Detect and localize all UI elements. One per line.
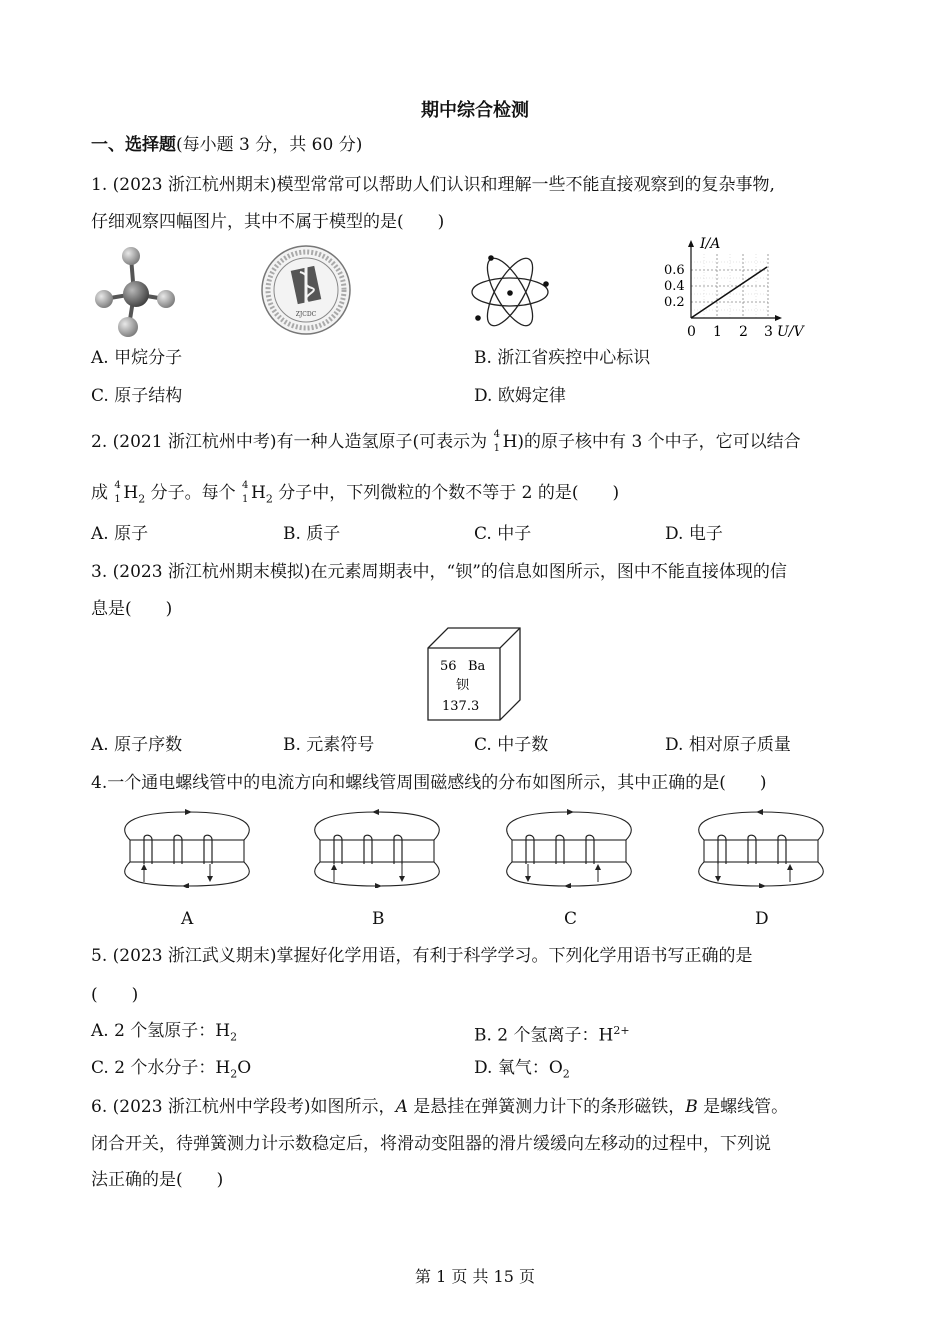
solenoid-figure-c: [494, 806, 644, 888]
q4-label-a[interactable]: A: [181, 909, 194, 929]
atom-model-figure: [470, 246, 550, 338]
graph-xlabel: U/V: [777, 324, 804, 340]
q5-option-d[interactable]: [474, 1056, 570, 1086]
solenoid-figure-b: [302, 806, 452, 888]
isotope-notation: [493, 429, 503, 454]
q6-text-b: 是悬挂在弹簧测力计下的条形磁铁，: [407, 1097, 686, 1117]
isotope-mass-2: 4: [114, 480, 121, 491]
q2-text-c: 成: [91, 483, 114, 503]
q2-stem-line1: [91, 429, 801, 454]
q5-option-b-text: B. 2 个氢离子：H: [474, 1025, 614, 1046]
ohms-law-graph: [660, 234, 810, 344]
q5-option-a-text: A. 2 个氢原子：H: [91, 1021, 231, 1041]
q5-option-a[interactable]: [91, 1019, 237, 1049]
q2-option-c[interactable]: C. 中子: [474, 524, 532, 544]
q5-stem-line2: ( ): [91, 985, 139, 1005]
q2-stem-line2: [91, 480, 619, 511]
q5-option-c-tail: O: [237, 1058, 252, 1078]
q1-stem-line2: 仔细观察四幅图片，其中不属于模型的是( ): [91, 212, 445, 232]
q4-label-b[interactable]: B: [372, 909, 385, 929]
q6-var-b: B: [685, 1097, 698, 1117]
barium-element-cell: [426, 626, 522, 722]
graph-ytick-0.6: 0.6: [664, 263, 685, 278]
section-heading: [91, 133, 362, 157]
q3-option-b[interactable]: B. 元素符号: [283, 735, 375, 755]
q2-option-d[interactable]: D. 电子: [665, 524, 723, 544]
q5-option-c-sub: 2: [230, 1067, 238, 1081]
q2-option-b[interactable]: B. 质子: [283, 524, 341, 544]
zjcdc-logo-figure: [260, 244, 352, 336]
isotope-number: 1: [493, 443, 500, 454]
q5-option-b-sup: 2+: [613, 1024, 630, 1037]
q5-option-b[interactable]: [474, 1019, 630, 1048]
q6-stem-line3: 法正确的是( ): [91, 1170, 224, 1190]
element-symbol: Ba: [468, 659, 486, 674]
methane-model-figure: [92, 244, 182, 338]
q1-option-b[interactable]: B. 浙江省疾控中心标识: [474, 348, 651, 368]
q5-option-d-text: D. 氧气：O: [474, 1058, 563, 1078]
q2-text-a: 2. (2021 浙江杭州中考)有一种人造氢原子(可表示为: [91, 432, 493, 452]
solenoid-figure-a: [112, 806, 262, 888]
graph-xtick-0: 0: [687, 324, 696, 340]
q3-option-c[interactable]: C. 中子数: [474, 735, 549, 755]
molecule-subscript: 2: [138, 492, 146, 506]
isotope-mass-3: 4: [242, 480, 249, 491]
q6-stem-line2: 闭合开关，待弹簧测力计示数稳定后，将滑动变阻器的滑片缓缓向左移动的过程中，下列说: [91, 1134, 771, 1154]
isotope-notation-2: [113, 480, 123, 505]
q2-text-e: 分子中，下列微粒的个数不等于 2 的是( ): [272, 483, 620, 503]
q5-stem-line1: 5. (2023 浙江武义期末)掌握好化学用语，有利于科学学习。下列化学用语书写正确的是: [91, 946, 753, 966]
molecule-subscript-2: 2: [265, 492, 273, 506]
q4-stem-line1: 4.一个通电螺线管中的电流方向和螺线管周围磁感线的分布如图所示，其中正确的是( ): [91, 773, 767, 793]
q6-var-a: A: [395, 1097, 408, 1117]
q3-stem-line2: 息是( ): [91, 599, 173, 619]
q1-stem-line1: 1. (2023 浙江杭州期末)模型常常可以帮助人们认识和理解一些不能直接观察到的复杂事物,: [91, 175, 775, 195]
element-name: 钡: [456, 678, 470, 693]
q5-option-c-text: C. 2 个水分子：H: [91, 1058, 231, 1078]
element-mass: 137.3: [442, 699, 480, 714]
graph-ytick-0.4: 0.4: [664, 279, 685, 294]
isotope-notation-3: [241, 480, 251, 505]
molecule-symbol-2: H: [251, 483, 266, 503]
page-footer: 第 1 页 共 15 页: [415, 1267, 535, 1286]
q5-option-c[interactable]: [91, 1056, 251, 1086]
q3-option-d[interactable]: D. 相对原子质量: [665, 735, 791, 755]
graph-ytick-0.2: 0.2: [664, 295, 685, 310]
q4-label-d[interactable]: D: [755, 909, 769, 929]
molecule-symbol: H: [123, 483, 139, 503]
q5-option-a-sub: 2: [230, 1030, 238, 1044]
q4-label-c[interactable]: C: [564, 909, 578, 929]
q6-stem-line1: [91, 1095, 788, 1119]
q6-text-a: 6. (2023 浙江杭州中学段考)如图所示，: [91, 1097, 396, 1117]
graph-xtick-2: 2: [739, 324, 748, 340]
q2-text-d: 分子。每个: [145, 483, 242, 503]
q2-text-b: )的原子核中有 3 个中子，它可以结合: [517, 432, 801, 452]
q1-option-a[interactable]: A. 甲烷分子: [91, 348, 183, 368]
graph-xtick-3: 3: [764, 324, 773, 340]
section-heading-note: (每小题 3 分，共 60 分): [176, 135, 363, 155]
isotope-mass: 4: [493, 429, 500, 440]
q3-stem-line1: 3. (2023 浙江杭州期末模拟)在元素周期表中，“钡”的信息如图所示，图中不能直接体现的信: [91, 562, 787, 582]
isotope-number-3: 1: [242, 494, 249, 505]
element-number: 56: [440, 659, 457, 674]
graph-xtick-1: 1: [713, 324, 722, 340]
q6-text-c: 是螺线管。: [697, 1097, 789, 1117]
q1-option-c[interactable]: C. 原子结构: [91, 386, 183, 406]
logo-text: ZJCDC: [295, 311, 317, 318]
q2-option-a[interactable]: A. 原子: [91, 524, 149, 544]
section-heading-label: 一、选择题: [91, 135, 176, 155]
isotope-symbol: H: [502, 432, 518, 452]
solenoid-figure-d: [686, 806, 836, 888]
q1-option-d[interactable]: D. 欧姆定律: [474, 386, 566, 406]
page-title: 期中综合检测: [421, 100, 529, 121]
q3-option-a[interactable]: A. 原子序数: [91, 735, 183, 755]
q5-option-d-sub: 2: [562, 1067, 570, 1081]
isotope-number-2: 1: [114, 494, 121, 505]
graph-ylabel: I/A: [700, 236, 721, 252]
